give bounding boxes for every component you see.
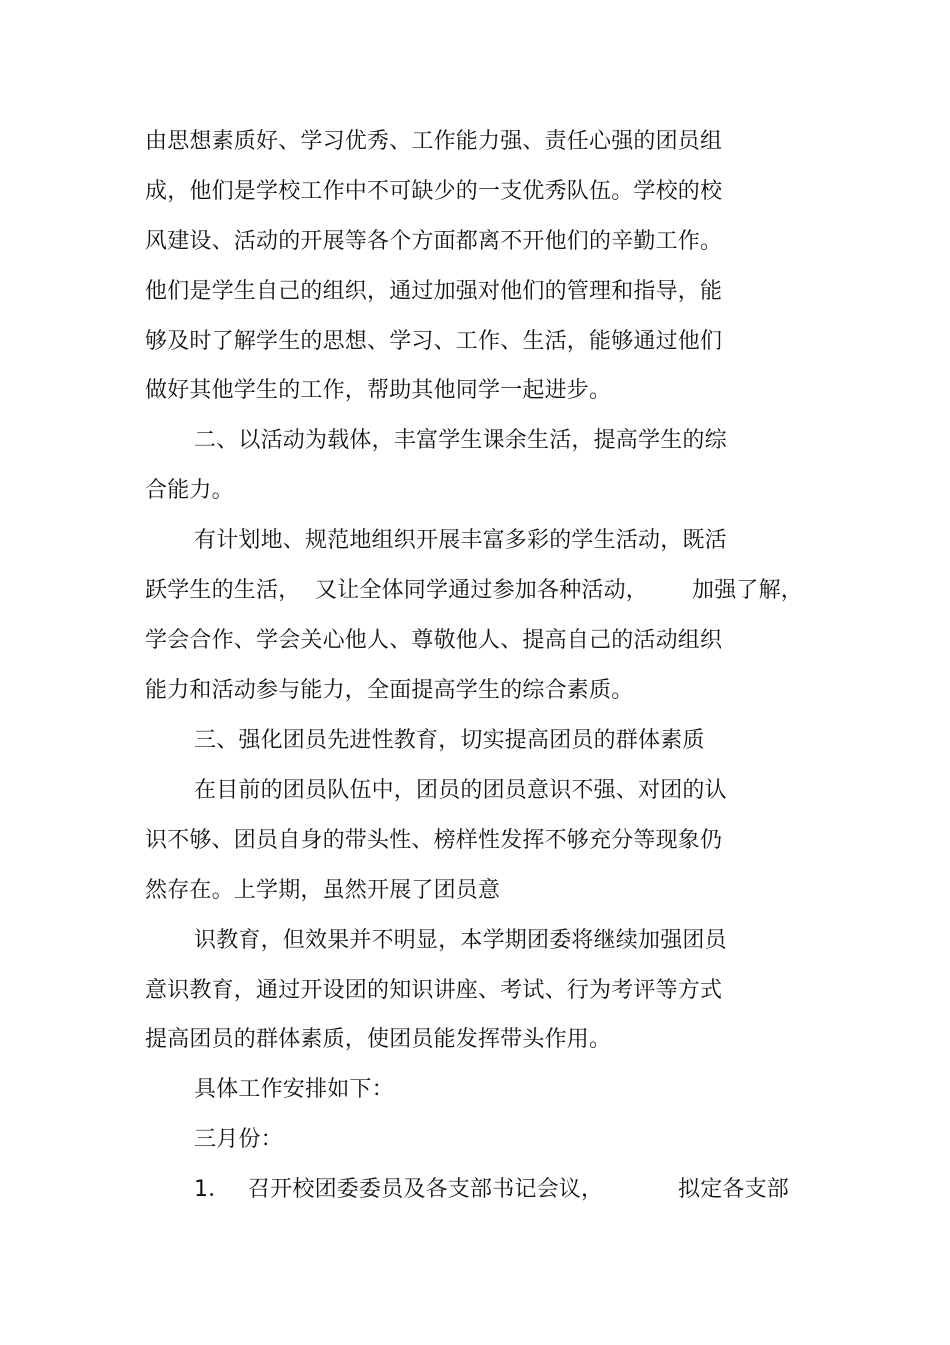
text-line: 在目前的团员队伍中，团员的团员意识不强、对团的认 xyxy=(194,778,727,803)
text-line: 成，他们是学校工作中不可缺少的一支优秀队伍。学校的校 xyxy=(145,179,723,204)
text-line: 风建设、活动的开展等各个方面都离不开他们的辛勤工作。 xyxy=(145,229,723,254)
text-line: 识教育，但效果并不明显，本学期团委将继续加强团员 xyxy=(194,928,727,953)
text-segment: 跃学生的生活， xyxy=(145,578,301,603)
text-line: 提高团员的群体素质，使团员能发挥带头作用。 xyxy=(145,1027,612,1052)
section-heading-2: 二、以活动为载体，丰富学生课余生活，提高学生的综 xyxy=(194,428,727,453)
schedule-heading: 具体工作安排如下： xyxy=(194,1077,394,1102)
month-heading: 三月份： xyxy=(194,1127,283,1152)
text-line: 能力和活动参与能力，全面提高学生的综合素质。 xyxy=(145,678,634,703)
text-segment: 又让全体同学通过参加各种活动， xyxy=(315,578,649,603)
text-line: 够及时了解学生的思想、学习、工作、生活，能够通过他们 xyxy=(145,329,723,354)
text-line: 合能力。 xyxy=(145,478,234,503)
text-line: 有计划地、规范地组织开展丰富多彩的学生活动，既活 xyxy=(194,528,727,553)
text-line: 做好其他学生的工作，帮助其他同学一起进步。 xyxy=(145,378,612,403)
list-item-number: 1． xyxy=(194,1177,231,1202)
text-line: 学会合作、学会关心他人、尊敬他人、提高自己的活动组织 xyxy=(145,628,723,653)
text-line: 意识教育，通过开设团的知识讲座、考试、行为考评等方式 xyxy=(145,978,723,1003)
text-segment: 召开校团委委员及各支部书记会议， xyxy=(248,1177,604,1202)
text-line: 由思想素质好、学习优秀、工作能力强、责任心强的团员组 xyxy=(145,129,723,154)
section-heading-3: 三、强化团员先进性教育，切实提高团员的群体素质 xyxy=(194,728,705,753)
text-line: 然存在。上学期，虽然开展了团员意 xyxy=(145,878,501,903)
text-line: 他们是学生自己的组织，通过加强对他们的管理和指导，能 xyxy=(145,279,723,304)
text-line-justified xyxy=(145,566,805,616)
list-item xyxy=(194,1165,794,1215)
text-segment: 加强了解， xyxy=(692,578,804,603)
text-segment: 拟定各支部 xyxy=(678,1177,790,1202)
text-line: 识不够、团员自身的带头性、榜样性发挥不够充分等现象仍 xyxy=(145,828,723,853)
